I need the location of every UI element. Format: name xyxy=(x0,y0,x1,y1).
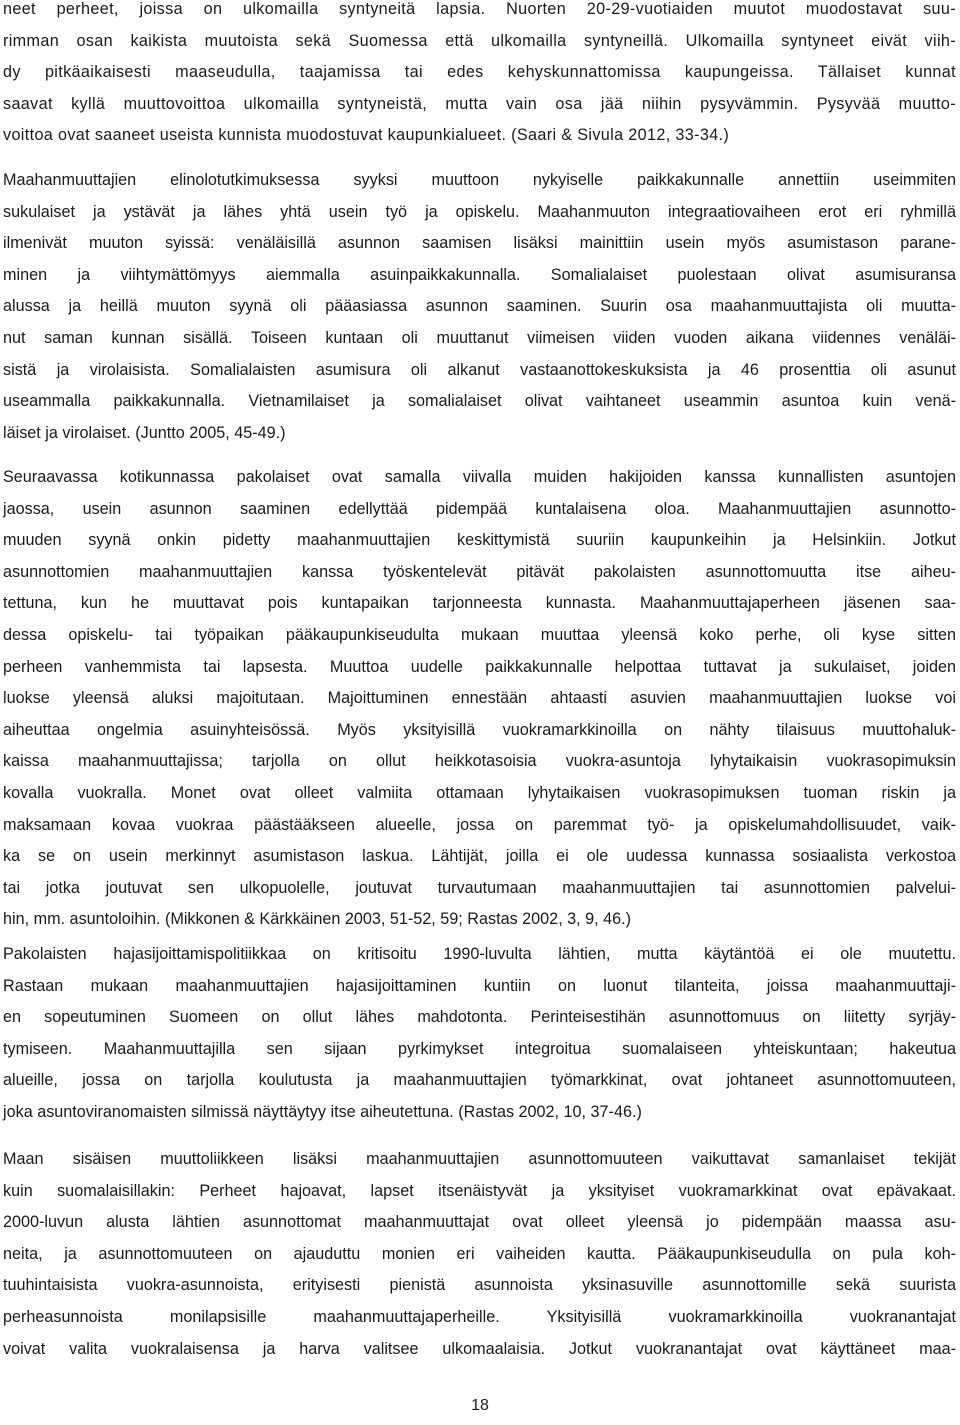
text-line: tai jotka joutuvat sen ulkopuolelle, joutuvat turvautumaan maahanmuuttajien tai asunnottomien palvelui- xyxy=(3,878,956,897)
text-line: voittoa ovat saaneet useista kunnista muodostuvat kaupunkialueet. (Saari & Sivula 2012, 33-34.) xyxy=(3,126,730,145)
text-line: en sopeutuminen Suomeen on ollut lähes mahdotonta. Perinteisestihän asunnottomuus on liitetty syrjäy- xyxy=(3,1008,956,1027)
text-line: jaossa, usein asunnon saaminen edellyttää pidempää kuntalaisena oloa. Maahanmuuttajien asunnotto- xyxy=(3,499,956,518)
paragraph-1 xyxy=(3,0,956,152)
text-line: Maan sisäisen muuttoliikkeen lisäksi maahanmuuttajien asunnottomuuteen vaikuttavat samanlaiset tekijät xyxy=(3,1150,956,1168)
text-line: kovalla vuokralla. Monet ovat olleet valmiita ottamaan lyhytaikaisen vuokrasopimuksen tuoman riskin ja xyxy=(3,783,956,802)
text-line: Rastaan mukaan maahanmuuttajien hajasijoittaminen kuntiin on luonut tilanteita, joissa maahanmuuttaji- xyxy=(3,976,956,995)
text-line: dy pitkäaikaisesti maaseudulla, taajamissa tai edes kehyskunnattomissa kaupungeissa. Tällaiset kunnat xyxy=(3,63,956,82)
text-line: neet perheet, joissa on ulkomailla syntyneitä lapsia. Nuorten 20-29-vuotiaiden muutot muodostavat suu- xyxy=(3,0,956,18)
paragraph-4 xyxy=(3,939,956,1129)
text-line: alueille, jossa on tarjolla koulutusta ja maahanmuuttajien työmarkkinat, ovat johtaneet asunnottomuuteen, xyxy=(3,1071,956,1090)
text-line: luokse yleensä aluksi majoitutaan. Majoittuminen ennestään ahtaasti asuvien maahanmuuttajien luokse voi xyxy=(3,689,956,708)
text-line: hin, mm. asuntoloihin. (Mikkonen & Kärkkäinen 2003, 51-52, 59; Rastas 2002, 3, 9, 46.) xyxy=(3,910,632,929)
text-line: tymiseen. Maahanmuuttajilla sen sijaan pyrkimykset integroitua suomalaiseen yhteiskuntaan; hakeutua xyxy=(3,1039,956,1058)
text-line: kaissa maahanmuuttajissa; tarjolla on ollut heikkotasoisia vuokra-asuntoja lyhytaikaisin vuokrasopimuksin xyxy=(3,752,956,771)
paragraph-3 xyxy=(3,462,956,936)
text-line: perheen vanhemmista tai lapsesta. Muuttoa uudelle paikkakunnalle helpottaa tuttavat ja sukulaiset, joiden xyxy=(3,657,956,676)
text-line: Seuraavassa kotikunnassa pakolaiset ovat samalla viivalla muiden hakijoiden kanssa kunnallisten asuntojen xyxy=(3,468,956,486)
text-line: sukulaiset ja ystävät ja lähes yhtä usein työ ja opiskelu. Maahanmuuton integraatiovaiheen erot eri ryhmillä xyxy=(3,202,956,221)
text-line: perheasunnoista monilapsisille maahanmuuttajaperheille. Yksityisillä vuokramarkkinoilla vuokranantajat xyxy=(3,1307,956,1326)
text-line: Maahanmuuttajien elinolotutkimuksessa syyksi muuttoon nykyiselle paikkakunnalle annettiin useimmiten xyxy=(3,171,956,189)
text-line: alussa ja heillä muuton syynä oli pääasiassa asunnon saaminen. Suurin osa maahanmuuttajista oli muutta- xyxy=(3,297,956,316)
text-line: minen ja viihtymättömyys aiemmalla asuinpaikkakunnalla. Somalialaiset puolestaan olivat asumisuransa xyxy=(3,265,956,284)
text-line: nut saman kunnan sisällä. Toiseen kuntaan oli muuttanut viimeisen viiden vuoden aikana viidennes venäläi- xyxy=(3,328,956,347)
text-line: useammalla paikkakunnalla. Vietnamilaiset ja somalialaiset olivat vaihtaneet useammin asuntoa kuin venä- xyxy=(3,392,956,411)
text-line: tettuna, kun he muuttavat pois kuntapaikan tarjonneesta kunnasta. Maahanmuuttajaperheen jäsenen saa- xyxy=(3,594,956,613)
text-line: tuuhintaisista vuokra-asunnoista, erityisesti pienistä asunnoista yksinasuville asunnottomille sekä suurista xyxy=(3,1276,956,1295)
text-line: muuden syynä onkin pidetty maahanmuuttajien keskittymistä suuriin kaupunkeihin ja Helsinkiin. Jotkut xyxy=(3,531,956,550)
text-line: neita, ja asunnottomuuteen on ajauduttu monien eri vaiheiden kautta. Pääkaupunkiseudulla on pula koh- xyxy=(3,1244,956,1263)
text-line: voivat valita vuokralaisensa ja harva valitsee ulkomaalaisia. Jotkut vuokranantajat ovat käyttäneet maa- xyxy=(3,1339,956,1358)
text-line: rimman osan kaikista muutoista sekä Suomessa että ulkomailla syntyneillä. Ulkomailla syntyneet eivät viih- xyxy=(3,31,956,50)
paragraph-5 xyxy=(3,1144,956,1365)
text-line: Pakolaisten hajasijoittamispolitiikkaa on kritisoitu 1990-luvulta lähtien, mutta käytäntöä ei ole muutettu. xyxy=(3,945,956,963)
text-line: 2000-luvun alusta lähtien asunnottomat maahanmuuttajat ovat olleet yleensä jo pidempään maassa asu- xyxy=(3,1213,956,1232)
text-line: aiheuttaa ongelmia asuinyhteisössä. Myös yksityisillä vuokramarkkinoilla on nähty tilaisuus muuttohaluk- xyxy=(3,720,956,739)
text-line: ilmenivät muuton syissä: venäläisillä asunnon saamisen lisäksi mainittiin usein myös asumistason parane- xyxy=(3,234,956,253)
text-line: läiset ja virolaiset. (Juntto 2005, 45-49.) xyxy=(3,423,286,442)
text-line: asunnottomien maahanmuuttajien kanssa työskentelevät pitävät pakolaisten asunnottomuutta itse aiheu- xyxy=(3,562,956,581)
text-line: ka se on usein merkinnyt asumistason laskua. Lähtijät, joilla ei ole uudessa kunnassa sosiaalista verkostoa xyxy=(3,847,956,866)
text-line: maksamaan kovaa vuokraa päästääkseen alueelle, jossa on paremmat työ- ja opiskelumahdollisuudet, vaik- xyxy=(3,815,956,834)
text-line: dessa opiskelu- tai työpaikan pääkaupunkiseudulta mukaan muuttaa yleensä koko perhe, oli kyse sitten xyxy=(3,625,956,644)
paragraph-2 xyxy=(3,165,956,449)
text-line: joka asuntoviranomaisten silmissä näyttäytyy itse aiheutettuna. (Rastas 2002, 10, 37-46.) xyxy=(3,1102,642,1121)
text-line: sistä ja virolaisista. Somalialaisten asumisura oli alkanut vastaanottokeskuksista ja 46 prosenttia oli asunut xyxy=(3,360,956,379)
text-line: saavat kyllä muuttovoittoa ulkomailla syntyneistä, mutta vain osa jää niihin pysyvämmin. Pysyvää muutto- xyxy=(3,94,956,113)
page-number: 18 xyxy=(471,1397,489,1414)
text-line: kuin suomalaisillakin: Perheet hajoavat, lapset itsenäistyvät ja yksityiset vuokramarkkinat ovat epävakaat. xyxy=(3,1181,956,1200)
